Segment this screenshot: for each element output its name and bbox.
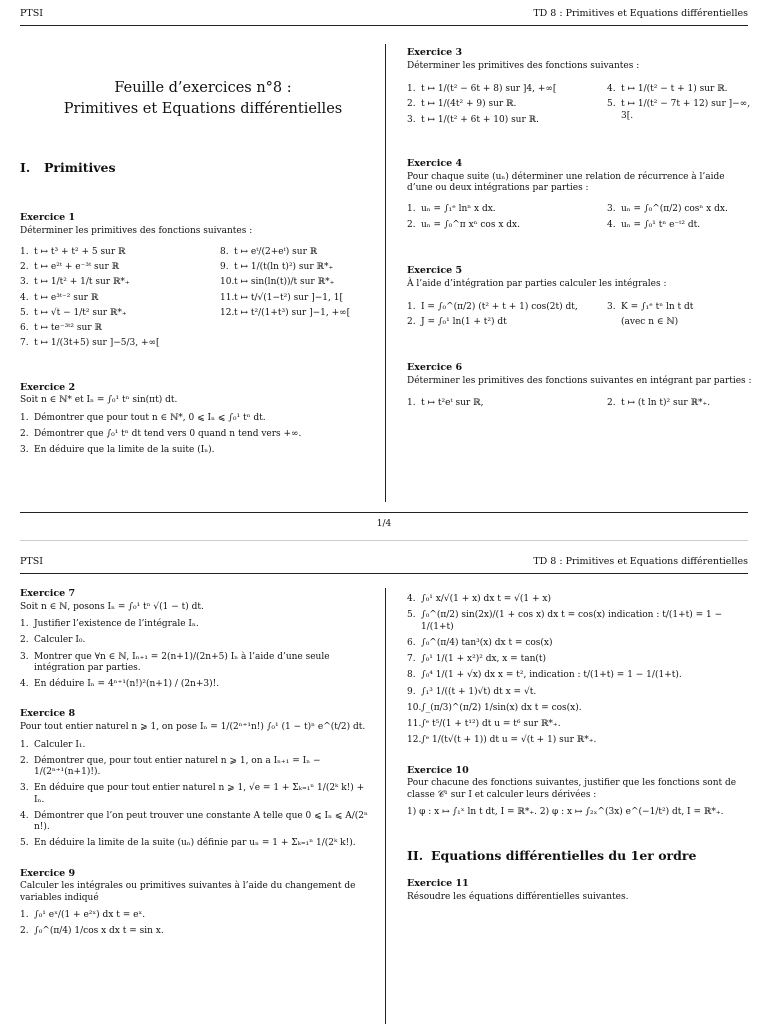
item-number: 2.	[607, 397, 616, 408]
item-text: t ↦ 1/(4t² + 9) sur ℝ.	[421, 99, 517, 110]
exercise-9-items-right	[407, 594, 752, 747]
section-heading	[20, 160, 375, 176]
item-text: ∫₀⁴ 1/(1 + √x) dx x = t², indication : t/(1+t) = 1 − 1/(1+t).	[421, 670, 682, 681]
item-text: Démontrer que l’on peut trouver une constante A telle que 0 ⩽ Iₙ ⩽ A/(2ⁿ n!).	[34, 810, 368, 832]
list-item	[220, 247, 375, 258]
item-text: ∫₀¹ x/√(1 + x) dx t = √(1 + x)	[421, 594, 551, 604]
list-item	[20, 926, 375, 937]
item-text: t ↦ √t − 1/t² sur ℝ*₊	[34, 307, 127, 318]
item-text: En déduire Iₙ = 4ⁿ⁺¹(n!)²(n+1) / (2n+3)!.	[34, 679, 220, 690]
exercise-8	[20, 708, 375, 849]
list-item	[407, 703, 752, 714]
item-number: 8.	[407, 670, 416, 681]
exercise-note: (avec n ∈ ℕ)	[621, 317, 679, 328]
list-item	[407, 204, 597, 215]
item-text: uₙ = ∫₀^π xⁿ cos x dx.	[421, 219, 520, 230]
item-number: 2.	[20, 635, 29, 646]
right-column	[407, 47, 752, 413]
exercise-items-right	[607, 396, 752, 413]
list-item	[407, 638, 752, 649]
list-item	[20, 308, 210, 319]
exercise-3	[407, 47, 752, 130]
list-item	[407, 99, 597, 110]
item-text: ∫_(π/3)^(π/2) 1/sin(x) dx t = cos(x).	[421, 702, 582, 713]
item-text: t ↦ t³ + t² + 5 sur ℝ	[34, 246, 126, 257]
item-text: t ↦ 1/(3t+5) sur ]−5/3, +∞[	[34, 338, 160, 349]
item-text: t ↦ e²ᵗ + e⁻³ᵗ sur ℝ	[34, 262, 120, 273]
header-left: PTSI	[20, 556, 43, 567]
exercise-prompt: Pour tout entier naturel n ⩾ 1, on pose Iₙ = 1/(2ⁿ⁺¹n!) ∫₀¹ (1 − t)ⁿ e^(t/2) dt.	[20, 722, 366, 733]
item-number: 3.	[607, 204, 616, 215]
header-right: TD 8 : Primitives et Equations différentielles	[533, 556, 748, 567]
exercise-prompt: Déterminer les primitives des fonctions suivantes en intégrant par parties :	[407, 376, 752, 387]
item-text: ∫₁³ 1/((t + 1)√t) dt x = √t.	[421, 686, 537, 697]
list-item	[407, 302, 597, 313]
left-column	[20, 588, 375, 942]
exercise-2	[20, 382, 375, 457]
list-item	[220, 308, 375, 319]
item-text: t ↦ sin(ln(t))/t sur ℝ*₊	[234, 277, 335, 288]
exercise-items	[20, 740, 375, 850]
item-number: 5.	[407, 610, 416, 621]
item-number: 1.	[20, 246, 29, 257]
item-number: 2.	[20, 262, 29, 273]
exercise-items-left	[407, 82, 597, 130]
exercise-title: Exercice 3	[407, 47, 463, 58]
exercise-prompt: Calculer les intégrales ou primitives suivantes à l’aide du changement de variables indiqué	[20, 881, 356, 903]
exercise-4	[407, 158, 752, 235]
item-number: 3.	[20, 783, 29, 794]
exercise-title: Exercice 1	[20, 211, 76, 223]
title-line-2: Primitives et Equations différentielles	[63, 101, 343, 118]
list-item	[607, 84, 752, 95]
list-item	[407, 687, 752, 698]
exercise-items-left	[20, 245, 210, 354]
header-right: TD 8 : Primitives et Equations différentielles	[533, 8, 748, 19]
list-item	[20, 635, 375, 646]
item-number: 4.	[407, 594, 416, 604]
item-number: 4.	[20, 292, 29, 303]
section-number: I.	[20, 160, 31, 176]
list-item	[20, 619, 375, 630]
item-number: 2.	[407, 317, 416, 328]
exercise-6	[407, 362, 752, 412]
item-text: K = ∫₁ᵉ tⁿ ln t dt	[621, 301, 694, 312]
item-text: t ↦ 1/t² + 1/t sur ℝ*₊	[34, 277, 130, 288]
item-text: t ↦ 1/(t² + 6t + 10) sur ℝ.	[421, 114, 539, 125]
item-text: Justifier l’existence de l’intégrale Iₙ.	[34, 619, 199, 630]
item-number: 6.	[20, 323, 29, 334]
list-item	[220, 262, 375, 273]
list-item	[20, 429, 375, 440]
list-item	[407, 398, 597, 409]
exercise-title: Exercice 4	[407, 157, 463, 169]
item-number: 6.	[407, 637, 416, 648]
exercise-title: Exercice 10	[407, 764, 469, 776]
list-item	[607, 220, 752, 231]
list-item	[607, 204, 752, 215]
header-rule	[20, 25, 748, 26]
item-number: 9.	[407, 686, 416, 697]
item-text: I = ∫₀^(π/2) (t² + t + 1) cos(2t) dt,	[421, 301, 578, 312]
exercise-title: Exercice 2	[20, 381, 76, 393]
list-item	[407, 220, 597, 231]
exercise-items	[20, 413, 375, 457]
section-number: II.	[407, 848, 424, 864]
exercise-prompt: Pour chaque suite (uₙ) déterminer une relation de récurrence à l’aide d’une ou deux intégrations par parties :	[407, 171, 725, 193]
list-item	[20, 783, 375, 806]
exercise-title: Exercice 7	[20, 588, 76, 599]
item-number: 2.	[407, 219, 416, 230]
item-number: 3.	[20, 445, 29, 456]
exercise-prompt: Déterminer les primitives des fonctions suivantes :	[407, 60, 640, 71]
exercise-items-right	[220, 245, 375, 354]
exercise-items-right	[607, 82, 752, 130]
item-number: 10.	[220, 277, 235, 288]
item-text: uₙ = ∫₁ᵉ lnⁿ x dx.	[421, 204, 496, 215]
item-text: Montrer que ∀n ∈ ℕ, Iₙ₊₁ = 2(n+1)/(2n+5) Iₙ à l’aide d’une seule intégration par parties.	[34, 651, 330, 673]
exercise-title: Exercice 8	[20, 708, 76, 720]
document-title	[38, 78, 368, 120]
exercise-prompt: Déterminer les primitives des fonctions suivantes :	[20, 225, 253, 236]
exercise-11	[407, 878, 752, 903]
item-text: t ↦ (t ln t)² sur ℝ*₊.	[621, 397, 711, 408]
item-number: 11.	[407, 719, 422, 729]
section-label: Equations différentielles du 1er ordre	[431, 848, 697, 864]
item-text: t ↦ te⁻³ᵗ² sur ℝ	[34, 323, 102, 334]
item-number: 7.	[20, 338, 29, 349]
exercise-9	[20, 868, 375, 938]
exercise-items	[20, 619, 375, 690]
list-item	[20, 262, 210, 273]
list-item	[20, 756, 375, 779]
item-number: 2.	[20, 428, 29, 439]
list-item	[407, 735, 752, 746]
item-text: ∫ᵉ t⁵/(1 + t¹²) dt u = t⁶ sur ℝ*₊.	[421, 719, 561, 729]
item-number: 4.	[607, 84, 616, 95]
exercise-items-right	[607, 302, 752, 313]
exercise-items-left	[407, 202, 597, 235]
item-number: 7.	[407, 654, 416, 664]
list-item	[20, 740, 375, 751]
list-item	[20, 811, 375, 834]
item-text: En déduire la limite de la suite (uₙ) définie par uₙ = 1 + Σₖ₌₁ⁿ 1/(2ᵏ k!).	[34, 838, 356, 849]
section-heading	[407, 848, 752, 864]
list-item	[220, 277, 375, 288]
item-number: 2.	[20, 755, 29, 766]
list-item	[407, 719, 752, 730]
exercise-prompt: Soit n ∈ ℕ, posons Iₙ = ∫₀¹ tⁿ √(1 − t) dt.	[20, 601, 204, 612]
title-line-1: Feuille d’exercices n°8 :	[114, 80, 292, 96]
list-item	[607, 302, 752, 313]
item-text: t ↦ 1/(t² − t + 1) sur ℝ.	[621, 84, 728, 95]
exercise-prompt: Résoudre les équations différentielles suivantes.	[407, 891, 629, 902]
exercise-title: Exercice 6	[407, 362, 463, 374]
item-text: En déduire que la limite de la suite (Iₙ).	[34, 445, 215, 456]
item-text: Démontrer que pour tout n ∈ ℕ*, 0 ⩽ Iₙ ⩽ ∫₀¹ tⁿ dt.	[34, 412, 266, 423]
item-number: 3.	[407, 114, 416, 125]
item-number: 3.	[20, 277, 29, 288]
list-item	[20, 323, 210, 334]
item-text: ∫ᵉ 1/(t√(t + 1)) dt u = √(t + 1) sur ℝ*₊.	[421, 735, 597, 746]
item-text: Calculer I₁.	[34, 739, 86, 750]
item-number: 12.	[407, 735, 422, 746]
item-number: 5.	[607, 99, 616, 110]
exercise-title: Exercice 11	[407, 877, 469, 889]
item-text: t ↦ t/√(1−t²) sur ]−1, 1[	[234, 292, 343, 303]
item-text: uₙ = ∫₀¹ tⁿ e⁻ᵗ² dt.	[621, 219, 701, 230]
list-item	[20, 910, 375, 921]
item-text: En déduire que pour tout entier naturel n ⩾ 1, √e = 1 + Σₖ₌₁ⁿ 1/(2ᵏ k!) + Iₙ.	[34, 783, 365, 805]
list-item	[220, 293, 375, 304]
right-column	[407, 592, 752, 909]
exercise-items-left	[407, 396, 597, 413]
item-number: 9.	[220, 262, 229, 273]
exercise-title: Exercice 5	[407, 264, 463, 276]
item-text: ∫₀^(π/4) tan³(x) dx t = cos(x)	[421, 637, 553, 648]
item-number: 12.	[220, 307, 235, 318]
list-item	[20, 652, 375, 675]
exercise-prompt: Soit n ∈ ℕ* et Iₙ = ∫₀¹ tⁿ sin(πt) dt.	[20, 395, 178, 406]
item-text: t ↦ 1/(t² − 7t + 12) sur ]−∞, 3[.	[621, 99, 751, 121]
item-number: 1.	[407, 397, 416, 408]
item-text: uₙ = ∫₀^(π/2) cosⁿ x dx.	[621, 204, 728, 215]
left-column	[20, 78, 375, 461]
list-item	[407, 317, 597, 328]
item-text: t ↦ e³ᵗ⁻² sur ℝ	[34, 292, 99, 303]
page-2	[0, 548, 768, 1024]
list-item	[607, 398, 752, 409]
list-item	[407, 610, 752, 633]
item-number: 3.	[20, 651, 29, 662]
item-number: 1.	[20, 412, 29, 423]
list-item	[407, 670, 752, 681]
item-number: 2.	[20, 926, 29, 937]
page-number: 1/4	[376, 519, 392, 529]
item-number: 4.	[20, 679, 29, 690]
section-label: Primitives	[44, 160, 116, 176]
exercise-7	[20, 588, 375, 690]
list-item	[407, 115, 597, 126]
list-item	[20, 445, 375, 456]
list-item	[20, 679, 375, 690]
exercise-line: 1) φ : x ↦ ∫₁ˣ ln t dt, I = ℝ*₊. 2) φ : x ↦ ∫₂ₓ^(3x) e^(−1/t²) dt, I = ℝ*₊.	[407, 806, 724, 817]
item-number: 10.	[407, 702, 422, 713]
list-item	[407, 654, 752, 665]
item-number: 1.	[20, 909, 29, 920]
item-number: 1.	[20, 739, 29, 750]
exercise-title: Exercice 9	[20, 867, 76, 879]
item-text: ∫₀^(π/2) sin(2x)/(1 + cos x) dx t = cos(x) indication : t/(1+t) = 1 − 1/(1+t)	[421, 610, 723, 632]
item-text: ∫₀^(π/4) 1/cos x dx t = sin x.	[34, 926, 164, 937]
exercise-prompt: Pour chacune des fonctions suivantes, justifier que les fonctions sont de classe 𝒞¹ sur I et calculer leurs dérivées :	[407, 778, 737, 800]
item-number: 5.	[20, 307, 29, 318]
item-number: 4.	[607, 219, 616, 230]
exercise-items-right	[607, 202, 752, 235]
item-text: t ↦ 1/(t(ln t)²) sur ℝ*₊	[234, 262, 334, 273]
item-number: 1.	[407, 301, 416, 312]
exercise-10	[407, 765, 752, 819]
item-number: 3.	[607, 301, 616, 312]
list-item	[20, 838, 375, 849]
list-item	[20, 247, 210, 258]
exercise-items-left	[20, 910, 375, 938]
item-number: 5.	[20, 838, 29, 849]
item-text: J = ∫₀¹ ln(1 + t²) dt	[421, 317, 507, 328]
item-text: Démontrer que ∫₀¹ tⁿ dt tend vers 0 quand n tend vers +∞.	[34, 428, 302, 439]
item-number: 1.	[407, 84, 416, 95]
column-divider	[385, 588, 386, 1024]
item-text: Calculer I₀.	[34, 635, 86, 646]
exercise-1	[20, 212, 375, 354]
exercise-5	[407, 265, 752, 333]
header-rule	[20, 573, 748, 574]
page-separator	[20, 540, 748, 541]
item-text: t ↦ eᵗ/(2+eᵗ) sur ℝ	[234, 246, 318, 257]
item-number: 2.	[407, 99, 416, 110]
list-item	[20, 293, 210, 304]
list-item	[407, 84, 597, 95]
item-text: ∫₀¹ 1/(1 + x²)² dx, x = tan(t)	[421, 654, 547, 664]
list-item	[407, 594, 752, 605]
item-number: 4.	[20, 810, 29, 821]
item-number: 11.	[220, 292, 235, 303]
list-item	[20, 277, 210, 288]
item-number: 8.	[220, 246, 229, 257]
list-item	[20, 338, 210, 349]
item-text: t ↦ t²eᵗ sur ℝ,	[421, 397, 484, 408]
exercise-prompt: À l’aide d’intégration par parties calculer les intégrales :	[407, 278, 667, 289]
exercise-items-left	[407, 300, 597, 333]
footer-rule	[20, 512, 748, 513]
header-left: PTSI	[20, 8, 43, 19]
column-divider	[385, 44, 386, 502]
item-text: Démontrer que, pour tout entier naturel n ⩾ 1, on a Iₙ₊₁ = Iₙ − 1/(2ⁿ⁺¹(n+1)!).	[34, 755, 321, 777]
item-text: t ↦ t²/(1+t³) sur ]−1, +∞[	[234, 307, 351, 318]
item-text: t ↦ 1/(t² − 6t + 8) sur ]4, +∞[	[421, 84, 557, 95]
item-number: 1.	[20, 619, 29, 630]
list-item	[20, 413, 375, 424]
item-text: ∫₀¹ eˣ/(1 + e²ˣ) dx t = eˣ.	[34, 909, 146, 920]
list-item	[607, 99, 752, 122]
item-number: 1.	[407, 204, 416, 215]
